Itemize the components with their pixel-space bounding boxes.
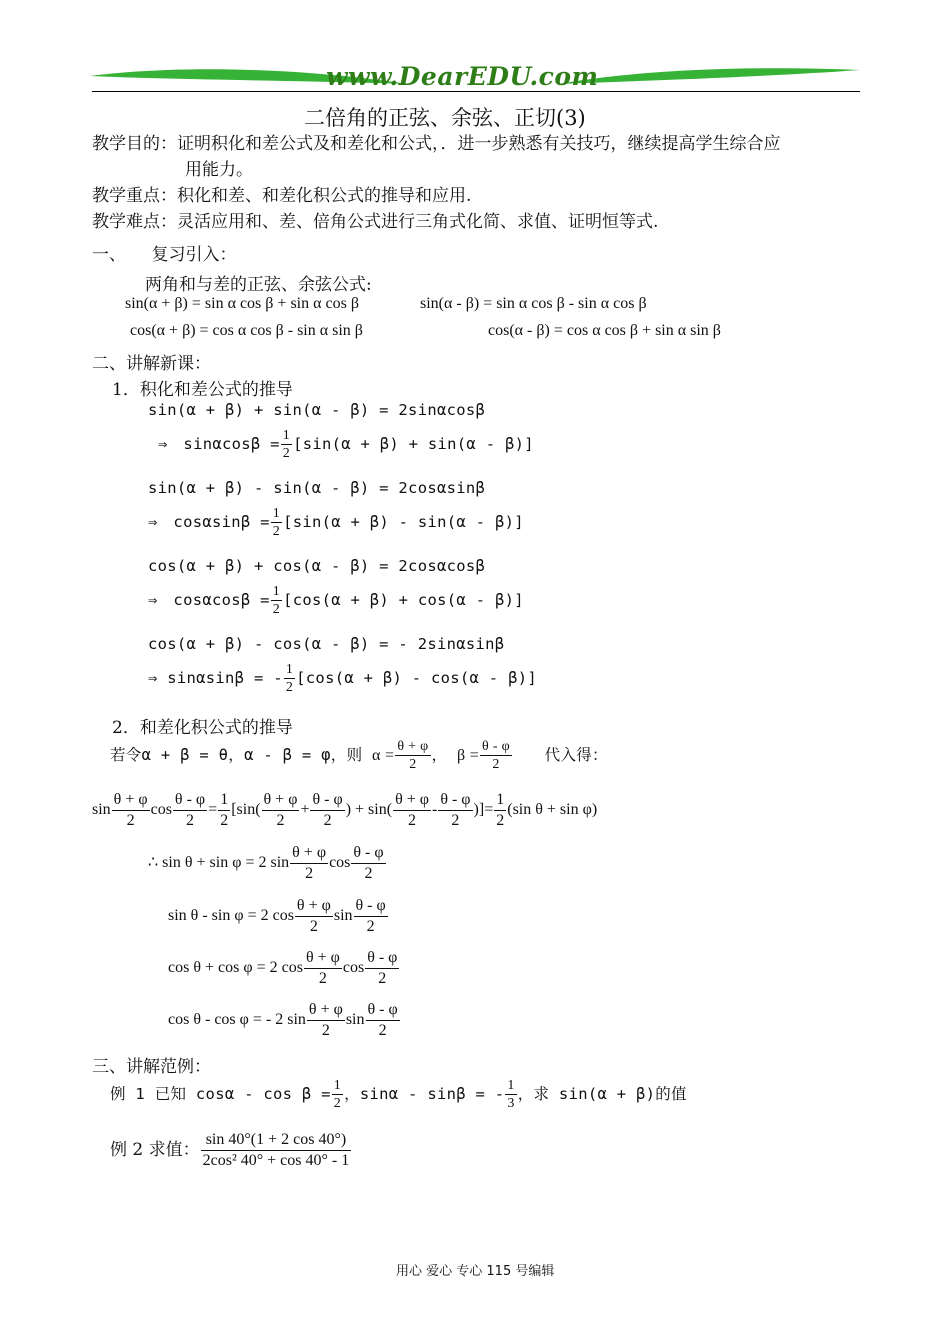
fraction <box>218 790 230 831</box>
example-2 <box>110 1130 352 1171</box>
math-text: θ + φ <box>290 843 328 864</box>
fraction <box>307 1000 345 1041</box>
math-text: θ - φ <box>438 790 472 811</box>
math-text: β = <box>456 747 480 764</box>
formula-sin-sum: sin(α + β) = sin α cos β + sin α cos β <box>125 295 359 312</box>
key-point-line <box>92 181 471 206</box>
math-text: 1 <box>282 428 291 443</box>
math-text: 代入得： <box>544 746 608 764</box>
math-text: cos θ + cos φ = 2 cos <box>168 959 303 977</box>
math-text: = <box>208 801 218 819</box>
fraction <box>366 1000 400 1041</box>
math-text: θ + φ <box>397 739 429 754</box>
sum-to-product-3 <box>168 948 400 989</box>
math-text: 例 2 求值： <box>110 1140 200 1160</box>
math-text: 1 <box>507 1078 515 1093</box>
math-text: ，求 sin(α + β)的值 <box>517 1085 687 1103</box>
math-text: ) + sin( <box>345 801 393 819</box>
math-text: - <box>431 801 438 819</box>
math-text: 例 1 已知 cosα - cos β = <box>110 1085 331 1103</box>
logo-text: www.DearEDU.com <box>326 62 599 91</box>
key-point-label: 教学重点： <box>92 186 177 206</box>
math-text: 1 <box>285 662 294 677</box>
math-text: 2 <box>272 524 281 539</box>
math-text: θ + φ <box>262 790 300 811</box>
math-text: 2 <box>282 446 291 461</box>
section2-heading: 二、讲解新课： <box>92 354 211 374</box>
math-text: 2 <box>408 812 417 829</box>
sum-to-product-2 <box>168 896 389 937</box>
fraction <box>201 1130 352 1171</box>
sum-to-product-4 <box>168 1000 401 1041</box>
math-text: 1 <box>272 584 281 599</box>
math-text: 2 <box>186 812 195 829</box>
fraction <box>393 790 431 831</box>
math-text: cos θ - cos φ = - 2 sin <box>168 1011 306 1029</box>
math-text: cos <box>150 801 172 819</box>
objective-text-cont: 用能力。 <box>185 160 253 180</box>
math-text: 2 <box>364 865 373 882</box>
math-text: 2 <box>378 970 387 987</box>
fraction <box>365 948 399 989</box>
math-text: ⇒ cosαcosβ = <box>148 591 270 609</box>
formula-sin-diff: sin(α - β) = sin α cos β - sin α cos β <box>420 295 647 312</box>
math-text: + <box>300 801 310 819</box>
formula-cos-diff: cos(α - β) = cos α cos β + sin α sin β <box>488 322 721 339</box>
math-text: θ + φ <box>393 790 431 811</box>
math-text: θ - φ <box>351 843 385 864</box>
math-text: ⇒ cosαsinβ = <box>148 513 270 531</box>
math-text: 2 <box>492 757 500 772</box>
fraction <box>290 843 328 884</box>
math-text: 2 <box>309 918 318 935</box>
math-text: [sin( <box>231 801 261 819</box>
math-text: = <box>484 801 494 819</box>
math-text: 2 <box>321 1022 330 1039</box>
math-text: θ + φ <box>295 896 333 917</box>
math-text: θ - φ <box>310 790 344 811</box>
fraction <box>281 427 292 462</box>
footer-text: 用心 爱心 专心 115 号编辑 <box>396 1264 555 1279</box>
objective-label: 教学目的： <box>92 134 177 154</box>
math-text: )] <box>473 801 485 819</box>
math-text: 2 <box>285 680 294 695</box>
math-text: 2 <box>323 812 332 829</box>
example-2-denominator: 2cos² 40° + cos 40° - 1 <box>202 1152 350 1169</box>
math-text: - <box>494 1085 505 1103</box>
math-text: θ + φ <box>304 948 342 969</box>
fraction <box>395 738 430 773</box>
math-text: 2 <box>366 918 375 935</box>
fraction <box>494 790 506 831</box>
math-text: [sin(α + β) + sin(α - β)] <box>293 435 534 453</box>
swoosh-right <box>558 68 860 84</box>
fraction <box>332 1077 343 1112</box>
derivation-line-8 <box>148 661 537 696</box>
math-text: θ - φ <box>365 948 399 969</box>
math-text: ⇒ sinαcosβ = <box>158 435 280 453</box>
objective-line <box>92 129 781 154</box>
math-text: α = <box>372 747 395 764</box>
substitution-line <box>110 738 608 773</box>
math-text: 1 <box>333 1078 342 1093</box>
fraction <box>351 843 385 884</box>
example-2-numerator: sin 40°(1 + 2 cos 40°) <box>201 1130 352 1151</box>
math-text: 2 <box>220 812 229 829</box>
difficulty-line <box>92 207 658 232</box>
fraction <box>354 896 388 937</box>
derivation-line-3: sin(α + β) - sin(α - β) = 2cosαsinβ <box>148 479 486 497</box>
sum-to-product-1 <box>148 843 387 884</box>
difficulty-text: 灵活应用和、差、倍角公式进行三角式化简、求值、证明恒等式. <box>177 212 659 232</box>
math-text: 2 <box>333 1096 342 1111</box>
math-text: ， <box>431 746 448 764</box>
derivation-line-2 <box>158 427 534 462</box>
section3-heading: 三、讲解范例： <box>92 1057 211 1077</box>
math-text: sin <box>333 907 353 925</box>
fraction <box>295 896 333 937</box>
example-1 <box>110 1077 687 1112</box>
math-text: cos <box>342 959 365 977</box>
derivation-line-1: sin(α + β) + sin(α - β) = 2sinαcosβ <box>148 401 486 419</box>
header-rule <box>92 91 860 92</box>
fraction <box>271 583 282 618</box>
key-point-text: 积化和差、和差化积公式的推导和应用. <box>177 186 472 206</box>
math-text: θ - φ <box>354 896 388 917</box>
section2-sub2: 2．和差化积公式的推导 <box>112 718 293 738</box>
math-text: ∴ sin θ + sin φ = 2 sin <box>148 854 290 872</box>
math-text: 2 <box>378 1022 387 1039</box>
fraction <box>310 790 344 831</box>
math-text: θ - φ <box>366 1000 400 1021</box>
math-text: ⇒ sinαsinβ = - <box>148 669 283 687</box>
math-text: 2 <box>409 757 417 772</box>
fraction <box>173 790 207 831</box>
math-text: cos <box>329 854 351 872</box>
math-text: (sin θ + sin φ) <box>507 801 598 819</box>
math-text: 若令α + β = θ，α - β = φ，则 <box>110 746 363 764</box>
derivation-line-6 <box>148 583 524 618</box>
math-text: 2 <box>126 812 135 829</box>
math-text: 2 <box>318 970 327 987</box>
section2-sub1: 1．积化和差公式的推导 <box>112 380 293 400</box>
math-text: ，sinα - sinβ = <box>344 1085 486 1103</box>
math-text: 2 <box>276 812 285 829</box>
product-sum-derivation <box>92 790 597 831</box>
math-text: 1 <box>494 790 506 811</box>
objective-text: 证明积化和差公式及和差化和公式，．进一步熟悉有关技巧，继续提高学生综合应 <box>177 134 781 154</box>
math-text: 2 <box>496 812 505 829</box>
section1-intro: 两角和与差的正弦、余弦公式: <box>145 275 372 295</box>
math-text: 1 <box>218 790 230 811</box>
fraction <box>112 790 150 831</box>
math-text: [cos(α + β) - cos(α - β)] <box>296 669 537 687</box>
math-text: θ + φ <box>112 790 150 811</box>
derivation-line-5: cos(α + β) + cos(α - β) = 2cosαcosβ <box>148 557 486 575</box>
math-text: sin <box>92 801 111 819</box>
fraction <box>271 505 282 540</box>
fraction <box>438 790 472 831</box>
section1-heading: 一、 复习引入： <box>92 245 237 265</box>
math-text: θ + φ <box>307 1000 345 1021</box>
math-text: 2 <box>305 865 314 882</box>
math-text: [sin(α + β) - sin(α - β)] <box>283 513 524 531</box>
math-text: 2 <box>272 602 281 617</box>
fraction <box>480 738 512 773</box>
formula-cos-sum: cos(α + β) = cos α cos β - sin α sin β <box>130 322 363 339</box>
math-text: 1 <box>272 506 281 521</box>
math-text: sin θ - sin φ = 2 cos <box>168 907 294 925</box>
fraction <box>505 1077 516 1112</box>
page-title: 二倍角的正弦、余弦、正切(3) <box>304 106 586 130</box>
math-text: θ - φ <box>482 739 510 754</box>
derivation-line-7: cos(α + β) - cos(α - β) = - 2sinαsinβ <box>148 635 505 653</box>
math-text: 2 <box>451 812 460 829</box>
math-text: 3 <box>507 1096 515 1111</box>
fraction <box>304 948 342 989</box>
fraction <box>262 790 300 831</box>
math-text: [cos(α + β) + cos(α - β)] <box>283 591 524 609</box>
fraction <box>284 661 295 696</box>
math-text: θ - φ <box>173 790 207 811</box>
difficulty-label: 教学难点： <box>92 212 177 232</box>
derivation-line-4 <box>148 505 524 540</box>
math-text: sin <box>345 1011 365 1029</box>
